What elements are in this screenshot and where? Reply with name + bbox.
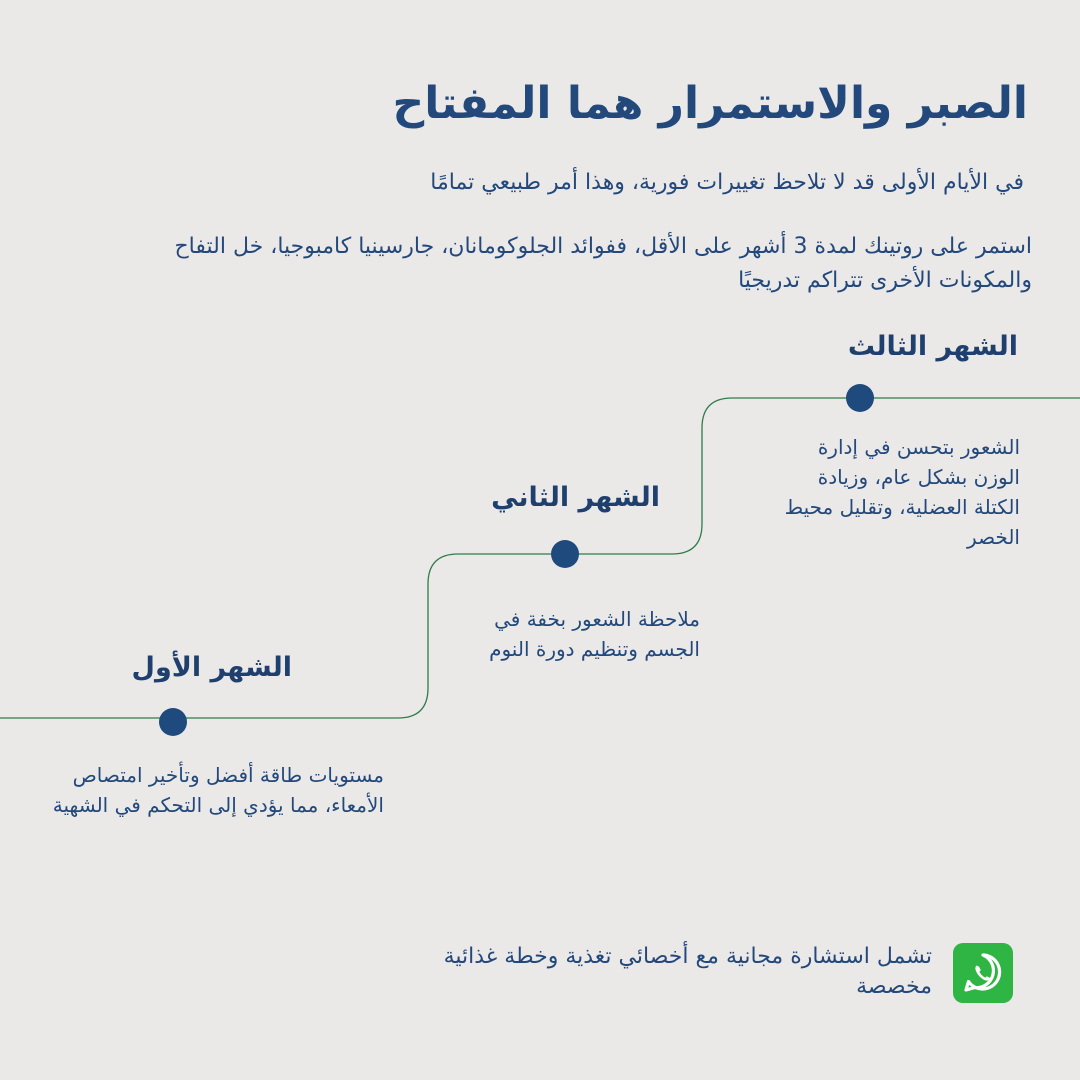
timeline-dot-month-2 bbox=[551, 540, 579, 568]
step-title-month-1: الشهر الأول bbox=[131, 652, 292, 683]
timeline-dot-month-1 bbox=[159, 708, 187, 736]
step-desc-month-1: مستويات طاقة أفضل وتأخير امتصاص الأمعاء، مما يؤدي إلى التحكم في الشهية bbox=[52, 763, 384, 817]
footer-text: تشمل استشارة مجانية مع أخصائي تغذية وخطة غذائية مخصصة bbox=[443, 944, 932, 999]
step-title-month-2: الشهر الثاني bbox=[491, 482, 660, 513]
step-title-month-3: الشهر الثالث bbox=[847, 331, 1018, 362]
timeline-dot-month-3 bbox=[846, 384, 874, 412]
step-desc-month-3: الشعور بتحسن في إدارة الوزن بشكل عام، وزيادة الكتلة العضلية، وتقليل محيط الخصر bbox=[784, 435, 1020, 549]
page-title: الصبر والاستمرار هما المفتاح bbox=[392, 78, 1028, 129]
step-desc-month-2: ملاحظة الشعور بخفة في الجسم وتنظيم دورة النوم bbox=[489, 607, 700, 661]
whatsapp-icon[interactable] bbox=[953, 943, 1013, 1003]
intro-text-2: استمر على روتينك لمدة 3 أشهر على الأقل، ففوائد الجلوكومانان، جارسينيا كامبوجيا، خل التفاح والمكونات الأخرى تتراكم تدريجيًا bbox=[174, 234, 1032, 293]
intro-text-1: في الأيام الأولى قد لا تلاحظ تغييرات فورية، وهذا أمر طبيعي تمامًا bbox=[430, 170, 1024, 195]
